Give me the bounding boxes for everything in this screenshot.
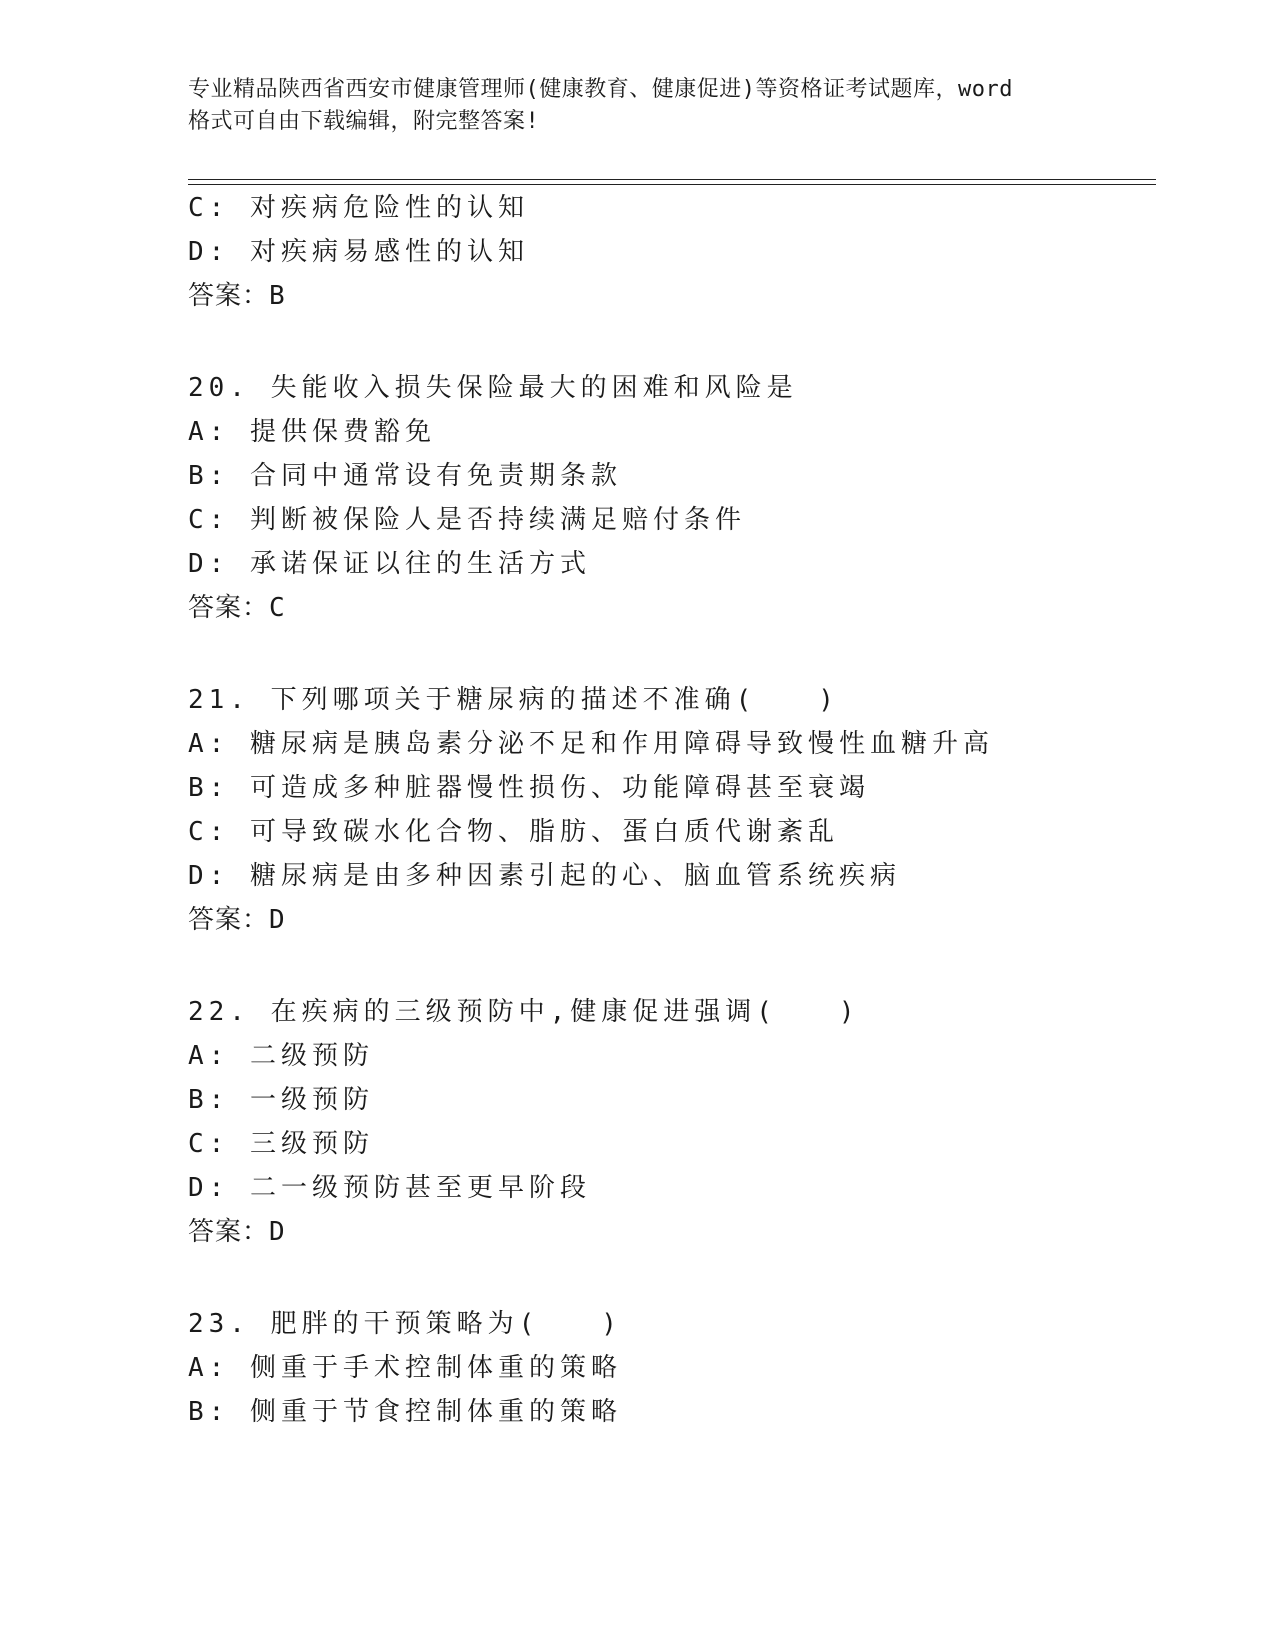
q20-option-d: D: 承诺保证以往的生活方式 — [188, 549, 591, 579]
q23-option-b: B: 侧重于节食控制体重的策略 — [188, 1397, 622, 1427]
header-divider-bottom — [188, 184, 1156, 185]
q21-option-b: B: 可造成多种脏器慢性损伤、功能障碍甚至衰竭 — [188, 773, 870, 803]
q21-answer: 答案：D — [188, 905, 286, 935]
header-line-2: 格式可自由下载编辑，附完整答案! — [188, 109, 540, 134]
q21-question: 21. 下列哪项关于糖尿病的描述不准确( ) — [188, 685, 839, 715]
q20-question: 20. 失能收入损失保险最大的困难和风险是 — [188, 373, 798, 403]
prev-option-d: D: 对疾病易感性的认知 — [188, 237, 529, 267]
q20-answer: 答案：C — [188, 593, 286, 623]
q21-option-d: D: 糖尿病是由多种因素引起的心、脑血管系统疾病 — [188, 861, 901, 891]
q21-option-a: A: 糖尿病是胰岛素分泌不足和作用障碍导致慢性血糖升高 — [188, 729, 994, 759]
document-header — [188, 74, 1088, 138]
header-divider-top — [188, 179, 1156, 180]
q22-question: 22. 在疾病的三级预防中,健康促进强调( ) — [188, 997, 860, 1027]
q23-option-a: A: 侧重于手术控制体重的策略 — [188, 1353, 622, 1383]
q22-option-b: B: 一级预防 — [188, 1085, 374, 1115]
q20-option-b: B: 合同中通常设有免责期条款 — [188, 461, 622, 491]
q23-question: 23. 肥胖的干预策略为( ) — [188, 1309, 622, 1339]
q22-option-d: D: 二一级预防甚至更早阶段 — [188, 1173, 591, 1203]
header-line-1: 专业精品陕西省西安市健康管理师(健康教育、健康促进)等资格证考试题库，word — [188, 77, 1013, 102]
q20-option-a: A: 提供保费豁免 — [188, 417, 436, 447]
q20-option-c: C: 判断被保险人是否持续满足赔付条件 — [188, 505, 746, 535]
prev-option-c: C: 对疾病危险性的认知 — [188, 193, 529, 223]
q21-option-c: C: 可导致碳水化合物、脂肪、蛋白质代谢紊乱 — [188, 817, 839, 847]
q22-option-a: A: 二级预防 — [188, 1041, 374, 1071]
prev-answer: 答案：B — [188, 281, 286, 311]
q22-answer: 答案：D — [188, 1217, 286, 1247]
q22-option-c: C: 三级预防 — [188, 1129, 374, 1159]
